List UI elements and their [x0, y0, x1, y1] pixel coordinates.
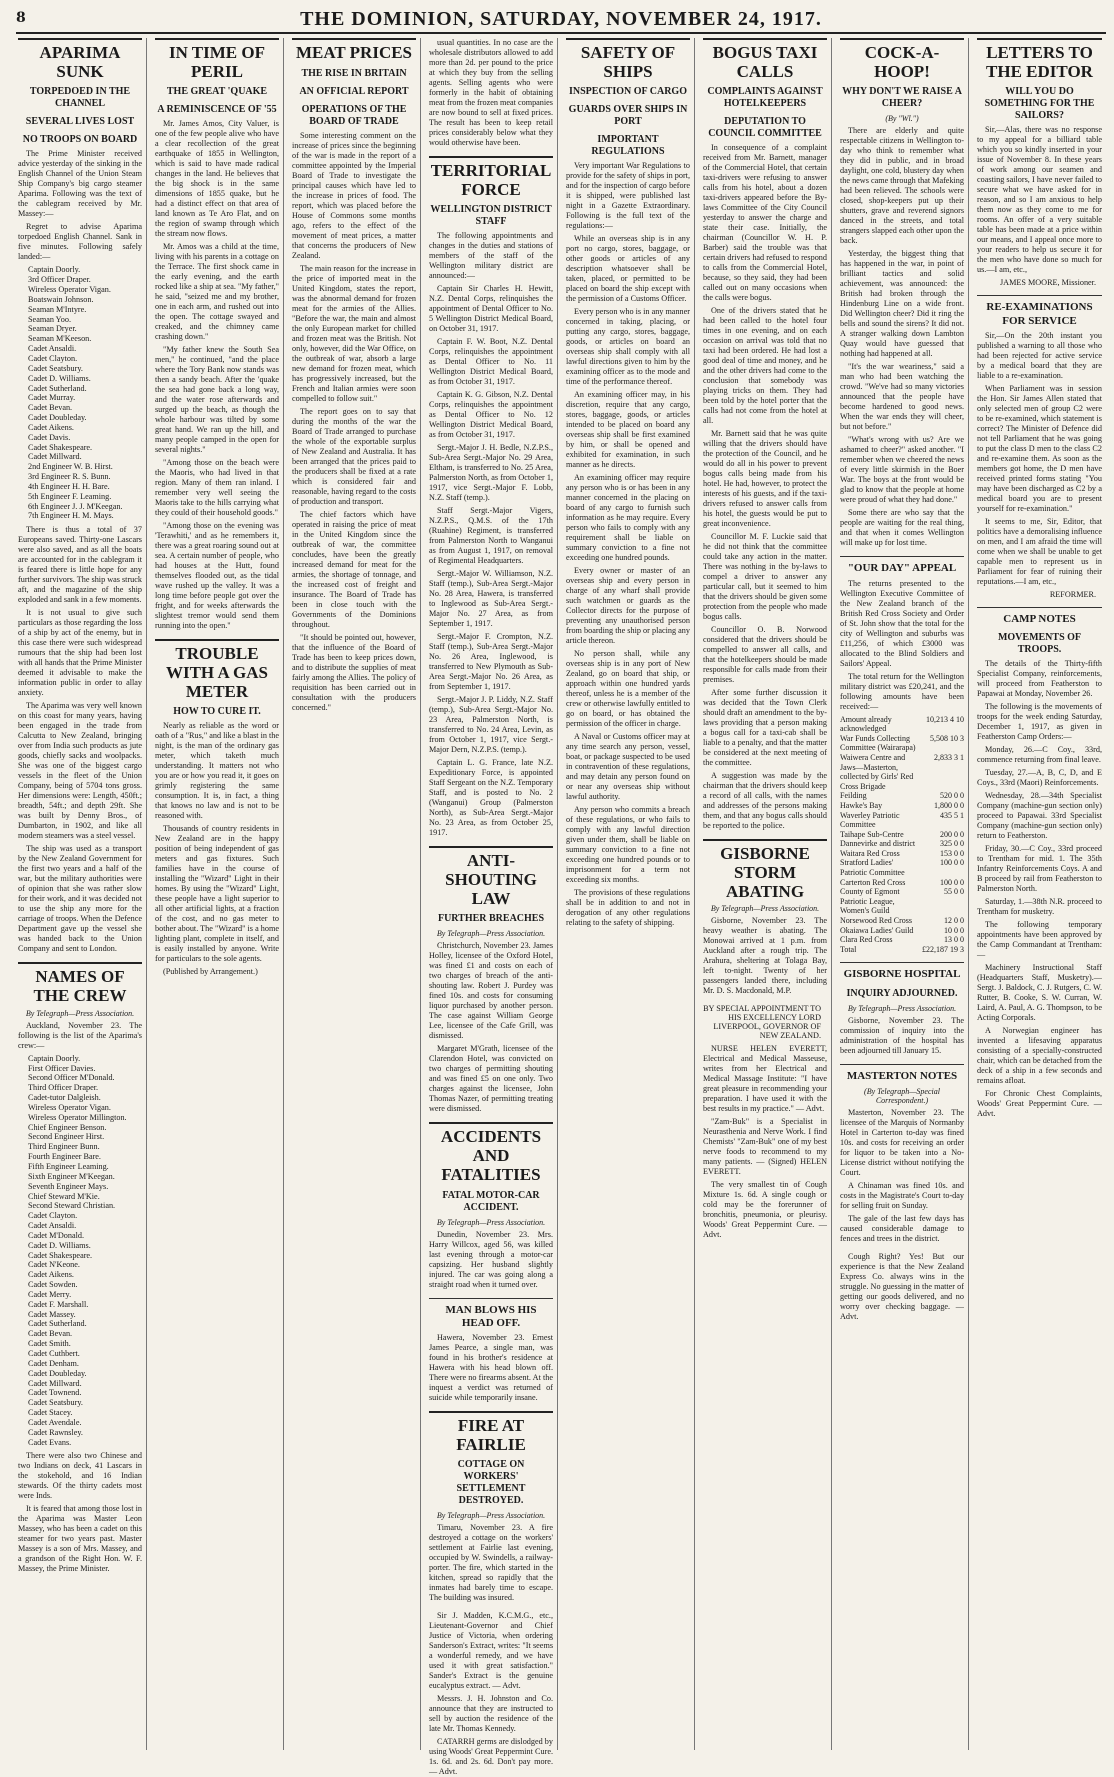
subheadline: TORPEDOED IN THE CHANNEL — [29, 86, 131, 110]
subheadline: RE-EXAMINATIONS FOR SERVICE — [977, 295, 1102, 330]
paragraph: Hawera, November 23. Ernest James Pearce, a single man, was found in his brother's residence at Hawera with his head blown off. There were no firearms absent. At the inquest a verdict was returned of suicide while temporarily insane. — [429, 1332, 553, 1402]
table-row — [840, 858, 964, 877]
table-row — [840, 878, 964, 888]
list-item: Cadet Clayton. — [28, 353, 78, 363]
paragraph: One of the drivers stated that he had been called to the hotel four times in one evening, and on each occasion on arrival was told that no taxi had been ordered. He had lost a good deal of time and money, and he and the other drivers had come to the conclusion that somebody was playing tricks on them. They had been told by the hotel porter that the calls had not come from the hotel at all. — [703, 306, 827, 426]
subheadline: FATAL MOTOR-CAR ACCIDENT. — [442, 1189, 540, 1213]
paragraph: Monday, 26.—C Coy., 33rd, commence returning from final leave. — [977, 744, 1102, 764]
paragraph: Nearly as reliable as the word or oath of a "Rus," and like a blast in the night, is the man of the ordinary gas meter, which taketh much understanding. It matters not who you are or how you read it, it goes on grimly registering the same consumption. It is, in fact, a thing that knows no law and is not to be reasoned with. — [155, 721, 280, 821]
list-item: Seventh Engineer Mays. — [28, 1181, 109, 1191]
paragraph: A Naval or Customs officer may at any time search any person, vessel, boat, or package suspected to be used in contravention of these regulations, and may detain any person found on or near any overseas ship without lawful authority. — [566, 732, 690, 802]
masthead-title: THE DOMINION, SATURDAY, NOVEMBER 24, 1917. — [300, 8, 822, 30]
list-item: Cadet Smith. — [28, 1339, 71, 1349]
paragraph: Mr. Amos was a child at the time, living with his parents in a cottage on the Terrace. The first shock came in the early evening, and the earth rocked like a ship at sea. "My father," he said, "seized me and my brother, one in each arm, and rushed out into the open. The cottage swayed and creaked, and the chimney came crashing down." — [155, 242, 279, 342]
table-cell-amount: 100 0 0 — [940, 858, 964, 868]
table-cell-source: War Funds Collecting Committee (Wairarapa) — [840, 733, 916, 753]
headline: SAFETY OF SHIPS — [566, 38, 690, 83]
list-item: Chief Steward M'Kie. — [28, 1191, 100, 1201]
table-row — [840, 753, 964, 791]
paragraph: Wednesday, 28.—34th Specialist Company (machine-gun section only) proceed to Papawai. 33rd Specialist Company (machine-gun section only) return to Featherston. — [977, 790, 1102, 840]
paragraph: The ship was used as a transport by the New Zealand Government for the first two years and a half of the war, but the military authorities were of opinion that she was rather slow for their work, and it was decided not to use the ship any more for the carriage of troops. When the Defence Department gave up the vessel she was handed back to the Union Company and sent to London. — [18, 844, 142, 954]
paragraph: Some there are who say that the people are waiting for the real thing, and that when it comes Wellington will make up for lost time. — [840, 508, 964, 548]
subheadline: HOW TO CURE IT. — [173, 706, 261, 718]
paragraph: No person shall, while any overseas ship is in any port of New Zealand, go on board that ship, or approach within one hundred yards thereof, unless he is a member of the crew or otherwise lawfully entitled to go on board, or has obtained the permission of the officer in charge. — [566, 649, 690, 729]
subheadline: GUARDS OVER SHIPS IN PORT — [568, 104, 688, 128]
list-item: Fifth Engineer Leaming. — [28, 1161, 109, 1171]
list-item: Cadet Seatsbury. — [28, 363, 83, 373]
paragraph: It seems to me, Sir, Editor, that politics have a demoralising influence on men, and I am afraid the time will come when we shall be unable to get capable men to represent us in Parliament for fear of ruining their reputations.—I am, etc., — [977, 516, 1102, 586]
paragraph: While an overseas ship is in any port no cargo, stores, baggage, or other goods or articles of any description whatsoever shall be taken, placed, or permitted to be placed on board the ship except with the permission of a Customs Officer. — [566, 234, 690, 304]
paragraph: Sergt.-Major J. P. Liddy, N.Z. Staff (temp.), Sub-Area Sergt.-Major No. 23 Area, Palmerston North, is transferred to No. 24 Area, Levin, as from October 1, 1917, vice Sergt.-Major Dern, N.Z.P.S. (temp.). — [429, 695, 553, 755]
list-item: Cadet N'Keone. — [28, 1260, 80, 1270]
column-2 — [153, 38, 284, 1750]
paragraph: Regret to advise Aparima torpedoed English Channel. Sank in five minutes. Following safely landed:— — [18, 222, 142, 262]
table-row — [840, 916, 964, 926]
article — [429, 38, 553, 148]
paragraph: Auckland, November 23. The following is the list of the Aparima's crew:— — [18, 1020, 142, 1050]
list-item: Boatswain Johnson. — [28, 294, 94, 304]
paragraph: It is feared that among those lost in the Aparima was Master Leon Massey, who has been a cadet on this steamer for two years past. Master Massey is a son of Mrs. Massey, and a grandson of the Right Hon. W. F. Massey, the Prime Minister. — [18, 1504, 142, 1574]
list-item: Cadet Ansaldi. — [28, 344, 77, 354]
paragraph: The Aparima was very well known on this coast for many years, having been engaged in the trade from Calcutta to New Zealand, bringing over from India such products as jute goods, chiefly sacks and woolpacks. She was one of the biggest cargo vessels in the fleet of the Union Company, being of 5704 tons gross. Her dimensions were: Length, 450ft.; breadth, 54ft.; and depth 29ft. She was built by Denny Bros., of Dumbarton, in 1902, and like all modern steamers was a steel vessel. — [18, 701, 142, 841]
paragraph: It is not usual to give such particulars as those regarding the loss of a ship by act of the enemy, but in this case there were such widespread rumours that the ship had been lost with all hands that the Prime Minister deemed it advisable to make the information public in order to allay anxiety. — [18, 608, 142, 698]
byline: By Telegraph—Press Association. — [436, 1511, 546, 1521]
list-item: Captain Doorly. — [28, 265, 81, 275]
byline: By Telegraph—Press Association. — [710, 904, 820, 914]
list-item: Cadet Aikens. — [28, 422, 74, 432]
table-cell-source: Waitara Red Cross — [840, 848, 900, 858]
name-list — [18, 265, 142, 521]
paragraph: CATARRH germs are dislodged by using Woods' Great Peppermint Cure. 1s. 6d. and 2s. 6d. Don't pay more. — Advt. — [429, 1737, 553, 1777]
paragraph: Masterton, November 23. The licensee of the Marquis of Normanby Hotel in Carterton to-day was fined 10s. and costs for receiving an order for liquor to be taken into a No-License district without notifying the Court. — [840, 1107, 964, 1177]
list-item: Wireless Operator Vigan. — [28, 1102, 111, 1112]
paragraph: After some further discussion it was decided that the Town Clerk should draft an amendment to the by-laws providing that a person making a bogus call for a taxi-cab shall be liable to a penalty, and that the matter be considered at the next meeting of the committee. — [703, 688, 827, 768]
article — [429, 1298, 553, 1403]
name-list — [18, 1054, 142, 1448]
subheadline: OPERATIONS OF THE BOARD OF TRADE — [301, 103, 407, 127]
list-item: Cadet Doubleday. — [28, 413, 87, 423]
paragraph: Sir,—On the 20th instant you published a warning to all those who had been rejected for active service by a medical board that they are liable to a re-examination. — [977, 330, 1102, 380]
headline: ACCIDENTS AND FATALITIES — [429, 1122, 553, 1186]
paragraph: The following is the movements of troops for the week ending Saturday, December 1, 1917, as given in Featherston Camp Orders:— — [977, 701, 1102, 741]
list-item: Cadet Shakespeare. — [28, 442, 93, 452]
byline: (By "Wl.") — [885, 114, 919, 124]
list-item: Cadet Clayton. — [28, 1211, 78, 1221]
table-cell-amount: 55 0 0 — [944, 887, 964, 897]
paragraph: Yesterday, the biggest thing that has happened in the war, in point of brilliant tactics and solid achievement, was announced: the British had broken through the Hindenburg Line on a wide front. Did Wellington cheer? Did it ring the bells and sound the sirens? It did not. A stranger walking down Lambton Quay would have guessed that nothing had happened at all. — [840, 249, 964, 359]
paragraph: "Among those on the evening was 'Terawhiti,' and as he remembers it, there was a great roaring sound out at sea. A certain number of people, who had houses at the Hutt, found themselves flooded out, as the tidal wave rushed up the valley. It was a long time before people got over the fright, and for weeks afterwards the slightest tremor would send them running into the open." — [155, 521, 279, 631]
column-1 — [16, 38, 147, 1750]
list-item: Cadet Avendale. — [28, 1417, 82, 1427]
column-5 — [564, 38, 695, 1750]
article — [429, 1611, 553, 1777]
paragraph: There is thus a total of 37 Europeans saved. Thirty-one Lascars were also saved, and as all the boats are accounted for in the cablegram it is feared there is little hope for any further survivors. The ship was struck aft, and the magazine of the ship exploded and sank in a few moments. — [18, 525, 143, 605]
paragraph: Every person who is in any manner concerned in taking, placing, or putting any cargo, stores, baggage, goods, or articles on board an overseas ship shall comply with all lawful directions given to him by the examining officer as to the mode and time of the performance thereof. — [566, 307, 690, 387]
table-cell-amount: 435 5 1 — [940, 810, 964, 820]
headline: APARIMA SUNK — [18, 38, 142, 83]
article — [977, 38, 1102, 287]
list-item: Second Officer M'Donald. — [28, 1073, 115, 1083]
paragraph: Tuesday, 27.—A, B, C, D, and E Coys., 33rd (Maori) Reinforcements. — [977, 767, 1102, 787]
subheadline: COTTAGE ON WORKERS' SETTLEMENT DESTROYED. — [456, 1459, 526, 1507]
table-cell-amount: £22,187 19 3 — [922, 944, 964, 954]
table-cell-amount: 1,800 0 0 — [934, 800, 964, 810]
list-item: Cadet Evans. — [28, 1437, 72, 1447]
paragraph: Messrs. J. H. Johnston and Co. announce that they are instructed to sell by auction the residence of the late Mr. Thomas Kennedy. — [429, 1694, 553, 1734]
paragraph: Sergt.-Major F. Crompton, N.Z. Staff (temp.), Sub-Area Sergt.-Major No. 26 Area, Inglewood, is transferred to New Plymouth as Sub-Area Sergt.-Major No. 26 Area, as from September 1, 1917. — [429, 632, 553, 692]
paragraph: (Published by Arrangement.) — [163, 967, 258, 977]
list-item: Cadet Murray. — [28, 393, 76, 403]
table-cell-amount: 12 0 0 — [944, 916, 964, 926]
table-cell-source: Clara Red Cross — [840, 935, 893, 945]
article — [429, 846, 553, 1114]
article — [155, 38, 279, 631]
list-item: 7th Engineer H. M. Mays. — [28, 511, 114, 521]
list-item: Cadet Seatsbury. — [28, 1398, 83, 1408]
paragraph: Sir J. Madden, K.C.M.G., etc., Lieutenant-Governor and Chief Justice of Victoria, when ordering Sanderson's Extract, writes: "It seems a wonderful remedy, and we have used it with great satisfaction." Sander's Extract is the genuine eucalyptus extract. — Advt. — [429, 1611, 553, 1691]
table-cell-source: Stratford Ladies' Patriotic Committee — [840, 858, 905, 878]
headline: COCK-A-HOOP! — [840, 38, 964, 83]
list-item: 5th Engineer F. Leaming. — [28, 491, 112, 501]
byline: (By Telegraph—Special Correspondent.) — [864, 1086, 940, 1105]
article — [977, 607, 1102, 1119]
list-item: 6th Engineer J. J. M'Keegan. — [28, 501, 123, 511]
headline: NAMES OF THE CREW — [18, 962, 142, 1007]
table-row — [840, 734, 964, 753]
paragraph: The main reason for the increase in the price of imported meat in the United Kingdom, states the report, was the abnormal demand for frozen meat for the armies of the Allies. "Before the war, the main and almost the only European market for chilled and frozen meat was the British. Not only, however, did the War Office, on the outbreak of war, absorb a large new demand for frozen meat, which has progressively increased, but the French and Italian armies were soon compelled to follow suit." — [292, 263, 416, 403]
table-row — [840, 715, 964, 734]
paragraph: "Zam-Buk" is a Specialist in Neurasthenia and Nerve Work. I find Chemists' "Zam-Buk" one of my best nerve foods to recommend to my many patients. — (Signed) HELEN EVERETT. — [703, 1117, 827, 1177]
paragraph: "It should be pointed out, however, that the influence of the Board of Trade has been to keep prices down, and to distribute the supplies of meat fairly among the Allies. The policy of requisition has been carried out in consultation with the producers concerned." — [292, 632, 416, 712]
subheadline: "OUR DAY" APPEAL — [840, 556, 964, 578]
table-cell-source: Norsewood Red Cross — [840, 916, 912, 926]
table-cell-amount: 13 0 0 — [944, 935, 964, 945]
article — [703, 1004, 827, 1240]
column-4 — [427, 38, 558, 1777]
article — [840, 1064, 964, 1244]
paragraph: A Chinaman was fined 10s. and costs in the Magistrate's Court to-day for selling fruit on Sunday. — [840, 1180, 964, 1210]
paragraph: Councillor M. F. Luckie said that he did not think that the committee could take any action in the matter. There was nothing in the by-laws to compel a driver to answer any particular call, but it seemed to him that the drivers should be given some protection from the people who made bogus calls. — [703, 532, 827, 622]
article — [977, 295, 1102, 598]
list-item: Cadet Stacey. — [28, 1408, 73, 1418]
list-item: First Officer Davies. — [28, 1063, 96, 1073]
table-cell-amount: 10 0 0 — [944, 925, 964, 935]
table-cell-amount: 10,213 4 10 — [926, 714, 964, 724]
headline: TERRITORIAL FORCE — [429, 156, 553, 201]
paragraph: The total return for the Wellington military district was £20,241, and the following amounts have been received:— — [840, 671, 964, 711]
headline: BOGUS TAXI CALLS — [703, 38, 827, 83]
list-item: Cadet Massey. — [28, 1309, 76, 1319]
subheadline: INSPECTION OF CARGO — [569, 86, 687, 98]
list-item: Third Officer Draper. — [28, 1083, 99, 1093]
subheadline: A REMINISCENCE OF '55 — [157, 104, 277, 116]
paragraph: Captain Sir Charles H. Hewitt, N.Z. Dental Corps, relinquishes the appointment of Dental Officer to No. 5 Wellington District Medical Board, on October 31, 1917. — [429, 284, 553, 334]
paragraph: The report goes on to say that during the months of the war the Board of Trade arranged to purchase the whole of the exportable surplus of New Zealand and Australia. It has been arranged that the prices paid to the producers shall be fixed at a rate which is considered fair and reasonable, having regard to the costs of production and transport. — [292, 406, 416, 506]
list-item: Cadet Sutherland. — [28, 383, 87, 393]
table-cell-amount: 153 0 0 — [940, 848, 964, 858]
column-grid — [16, 38, 1106, 1777]
table-cell-amount: 100 0 0 — [940, 877, 964, 887]
table-row — [840, 849, 964, 859]
subheadline: WELLINGTON DISTRICT STAFF — [430, 204, 552, 228]
paragraph: usual quantities. In no case are the wholesale distributors allowed to add more than 2d. per pound to the price at which they buy from the selling agents. Selling agents who were formerly in the habit of obtaining meat from the frozen meat companies are now bound to sell at fixed prices. The result has been to keep retail prices considerably below what they would otherwise have been. — [429, 38, 553, 147]
paragraph: NURSE HELEN EVERETT, Electrical and Medical Masseuse, writes from her Electrical and Medical Massage Institute: "I have great pleasure in recommending your preparation. I have used it with the best results in my practice." — Advt. — [703, 1044, 827, 1114]
subheadline: CAMP NOTES — [977, 607, 1102, 629]
list-item: Cadet Townend. — [28, 1388, 82, 1398]
table-cell-amount: 325 0 0 — [940, 839, 964, 849]
signature: BY SPECIAL APPOINTMENT TO HIS EXCELLENCY LORD LIVERPOOL, GOVERNOR OF NEW ZEALAND. — [703, 1004, 821, 1041]
article — [703, 839, 827, 996]
headline: IN TIME OF PERIL — [155, 38, 279, 83]
list-item: Cadet Shakespeare. — [28, 1250, 93, 1260]
table-cell-source: Total — [840, 944, 857, 954]
list-item: Cadet Cuthbert. — [28, 1349, 80, 1358]
list-item: 2nd Engineer W. B. Hirst. — [28, 462, 113, 472]
paragraph: A Norwegian engineer has invented a lifesaving apparatus consisting of a specially-constructed chair, which can be detached from the deck of a ship in a few seconds and remains afloat. — [977, 1025, 1102, 1085]
paragraph: Captain K. G. Gibson, N.Z. Dental Corps, relinquishes the appointment as Dental Officer to No. 12 Wellington District Medical Board, as from October 31, 1917. — [429, 390, 553, 440]
paragraph: Any person who commits a breach of these regulations, or who fails to comply with any lawful direction given under them, shall be liable on summary conviction to a fine not exceeding one hundred pounds or to imprisonment for a term not exceeding six months. — [566, 805, 690, 885]
list-item: Cadet Doubleday. — [28, 1368, 87, 1378]
subheadline: WILL YOU DO SOMETHING FOR THE SAILORS? — [984, 86, 1095, 122]
paragraph: Saturday, 1.—38th N.R. proceed to Trentham for musketry. — [977, 896, 1102, 916]
subheadline: INQUIRY ADJOURNED. — [846, 987, 958, 999]
paragraph: "It's the war weariness," said a man who had been watching the crowd. "We've had so many victories announced that the people have become hardened to good news. When the war ends they will cheer, but not before." — [840, 362, 964, 432]
table-cell-amount: 200 0 0 — [940, 829, 964, 839]
paragraph: In consequence of a complaint received from Mr. Barnett, manager of the Commercial Hotel, that certain taxi-drivers were refusing to answer calls from his hotel, about a dozen taxi-drivers appeared before the By-laws Committee of the City Council yesterday to answer the charge and state their case. Initially, the chairman (Councillor W. H. P. Barber) said the trouble was that certain drivers had refused to respond to calls from the Commercial Hotel, because, so they said, they had been called out on many occasions when the calls were bogus. — [703, 143, 827, 303]
table-cell-source: Hawke's Bay — [840, 800, 883, 810]
list-item: Chief Engineer Benson. — [28, 1122, 107, 1132]
subheadline: FURTHER BREACHES — [437, 913, 545, 925]
table-row — [840, 887, 964, 916]
byline: By Telegraph—Press Association. — [436, 1217, 546, 1227]
paragraph: The returns presented to the Wellington Executive Committee of the New Zealand branch of the British Red Cross Society and Order of St. John show that the total for the city of Wellington and suburbs was £11,256, of which £3000 was allocated to the Blind Soldiers and Sailors' Appeal. — [840, 578, 964, 668]
list-item: 3rd Officer Draper. — [28, 275, 91, 285]
article — [840, 38, 964, 548]
table-cell-source: Carterton Red Cross — [840, 877, 906, 887]
paragraph: Cough Right? Yes! But our experience is that the New Zealand Express Co. always wins in the struggle. No guessing in the matter of getting our goods delivered, and no worry over checking baggage. — Advt. — [840, 1251, 964, 1321]
subheadline: IMPORTANT REGULATIONS — [591, 134, 665, 158]
paragraph: The following temporary appointments have been approved by the Camp Commandant at Trentham:— — [977, 919, 1102, 959]
table-cell-source: Feilding — [840, 791, 867, 801]
table-cell-source: Waiwera Centre and Jaws—Masterton, collected by Girls' Red Cross Brigade — [840, 752, 914, 791]
list-item: Cadet M'Donald. — [28, 1230, 85, 1240]
list-item: Cadet Sutherland. — [28, 1319, 87, 1329]
signature: REFORMER. — [1049, 589, 1096, 599]
article — [429, 1411, 553, 1603]
list-item: Cadet D. Williams. — [28, 373, 91, 383]
list-item: Cadet D. Williams. — [28, 1240, 91, 1250]
subheadline: WHY DON'T WE RAISE A CHEER? — [842, 86, 962, 110]
article — [155, 639, 279, 977]
paragraph: Very important War Regulations to provide for the safety of ships in port, and for the inspection of cargo before it is shipped, were published last night in a Gazette Extraordinary. Following is the full text of the regulations:— — [566, 161, 690, 231]
subheadline: MASTERTON NOTES — [840, 1064, 964, 1086]
paragraph: There are elderly and quite respectable citizens in Wellington to-day who think to remember what they did in public, and in broad daylight, one cold, blustery day when the news came through that Mafeking had been relieved. The schools were closed, shop-keepers put up their shutters, grave and reverend signors danced in the streets, and total strangers slapped each other upon the back. — [840, 126, 964, 246]
paragraph: Mr. James Amos, City Valuer, is one of the few people alive who have a clear recollection of the great earthquake of 1855 in Wellington, which is said to have made radical changes in the land. He believes that the big shock is in the same dimensions of 1855 quake, but he had a distinct effect on that area of land known as Te Aro Flat, and on the region of swamp through which the stream now flows. — [155, 119, 279, 239]
byline: By Telegraph—Press Association. — [436, 929, 546, 939]
subheadline: GISBORNE HOSPITAL — [840, 962, 964, 984]
paragraph: Sir,—Alas, there was no response to my appeal for a billiard table which you so kindly inserted in your issue of November 8. In these years of work among our seamen and coasting sailors, I have never failed to secure what we have asked for in reason, and so I am anxious to help them now as they come to me for rooms. An offer of a very suitable table has been made at a price within our means, and I appeal once more to your readers to help us secure it for the men who have done so much for us.—I am, etc., — [977, 125, 1102, 275]
table-cell-amount: 2,833 3 1 — [934, 752, 964, 762]
article — [703, 38, 827, 831]
table-cell-source: Amount already acknowledged — [840, 714, 892, 734]
list-item: Cadet-tutor Dalgleish. — [28, 1093, 101, 1103]
headline: FIRE AT FAIRLIE — [429, 1411, 553, 1456]
headline: GISBORNE STORM ABATING — [703, 839, 827, 903]
paragraph: Captain L. G. France, late N.Z. Expeditionary Force, is appointed Staff Sergeant on the N.Z. Temporary Staff, and is posted to No. 2 (Wanganui) Group (Palmerston North), as Sub-Area Sergt.-Major No. 23 Area, as from October 25, 1917. — [429, 758, 553, 838]
page-number: 8 — [16, 10, 26, 26]
subheadline: THE GREAT 'QUAKE — [166, 86, 268, 98]
subheadline: AN OFFICIAL REPORT — [299, 85, 409, 97]
table-row — [840, 945, 964, 955]
list-item: Cadet Ansaldi. — [28, 1221, 77, 1231]
paragraph: Machinery Instructional Staff (Headquarters Staff, Musketry).—Sergt. J. Baldock, C. J. Rutgers, C. W. Rutter, B. Cooke, S. W. Curran, W. Laird, A. Paul, A. G. Thompson, to be Acting Corporals. — [977, 962, 1102, 1022]
table-cell-source: County of Egmont Patriotic League, Women's Guild — [840, 887, 900, 916]
list-item: Cadet Bevan. — [28, 403, 73, 413]
article — [840, 962, 964, 1055]
paragraph: Margaret M'Grath, licensee of the Clarendon Hotel, was convicted on two charges of permitting shouting and was fined £5 on one only. Two charges against the licensee, John Thomas Nazer, of permitting treating were dismissed. — [429, 1044, 553, 1114]
list-item: Cadet Aikens. — [28, 1270, 74, 1280]
article — [18, 38, 142, 954]
paragraph: Thousands of country residents in New Zealand are in the happy position of being independent of gas meters and gas fixtures. Such families have in the course of installing the "Wizard" Light in their homes. By using the "Wizard" Light, these people have a light superior to all other artificial lights, at a fraction of the cost, and no gas meter to bother about. The "Wizard" is a home lighting plant, complete in itself, and is easily installed by anyone. Write for particulars to the sole agents. — [155, 824, 279, 964]
list-item: 4th Engineer H. H. Bare. — [28, 481, 110, 491]
column-7 — [838, 38, 969, 1750]
signature: JAMES MOORE, Missioner. — [1000, 278, 1096, 288]
paragraph: Some interesting comment on the increase of prices since the beginning of the war is made in the report of a committee appointed by the Imperial Board of Trade to investigate the principal causes which have led to the increase in prices of food. The report, which was placed before the House of Commons some months ago, refers to the effect of the movement of meat prices, a matter that concerns the producers of New Zealand. — [292, 130, 416, 260]
paragraph: Every owner or master of an overseas ship and every person in charge of any wharf shall provide such watchmen or guards as the Collector directs for the purpose of preventing any unauthorised person from boarding the ship or placing any article thereon. — [566, 566, 690, 646]
subheadline: THE RISE IN BRITAIN — [301, 67, 407, 79]
paragraph: There were also two Chinese and two Indians on deck, 41 Lascars in the stokehold, and 16 Indian stewards. Of the thirty cadets most were Inds. — [18, 1451, 142, 1501]
headline: ANTI-SHOUTING LAW — [429, 846, 553, 910]
paragraph: Sergt.-Major J. H. Bedle, N.Z.P.S., Sub-Area Sergt.-Major No. 29 Area, Eltham, is transferred to No. 25 Area, Palmerston North, as from October 1, 1917, vice Sergt.-Major F. Lobb, N.Z. Staff (temp.). — [429, 443, 553, 503]
paragraph: The provisions of these regulations shall be in addition to and not in derogation of any other regulations relating to the safety of shipping. — [566, 888, 690, 928]
paragraph: The very smallest tin of Cough Mixture 1s. 6d. A single cough or cold may be the forerunner of bronchitis, pneumonia, or pleurisy. Woods' Great Peppermint Cure. — Advt. — [703, 1180, 827, 1240]
list-item: Cadet Millward. — [28, 452, 82, 462]
list-item: Cadet Millward. — [28, 1378, 82, 1388]
table-cell-source: Waverley Patriotic Committee — [840, 810, 900, 830]
subheadline: MAN BLOWS HIS HEAD OFF. — [429, 1298, 553, 1333]
contributions-table — [840, 715, 964, 955]
subheadline: DEPUTATION TO COUNCIL COMMITTEE — [708, 116, 822, 140]
paragraph: The chief factors which have operated in raising the price of meat in the United Kingdom since the outbreak of war, the committee concludes, have been the greatly increased demand for meat for the armies, the shortage of tonnage, and the increased cost of freight and insurance. The Board of Trade has been in close touch with the Governments of the Dominions throughout. — [292, 509, 416, 629]
paragraph: "Among those on the beach were the Maoris, who had lived in that region. Many of them ran inland. I remember very well seeing the Maoris take to the hills carrying what they could of their household goods." — [155, 458, 279, 518]
list-item: Cadet Davis. — [28, 432, 71, 442]
list-item: Cadet F. Marshall. — [28, 1299, 89, 1309]
article — [429, 156, 553, 838]
list-item: Captain Doorly. — [28, 1053, 81, 1063]
column-6 — [701, 38, 832, 1750]
subheadline: MOVEMENTS OF TROOPS. — [997, 631, 1082, 655]
table-row — [840, 791, 964, 801]
headline: TROUBLE WITH A GAS METER — [155, 639, 279, 703]
article — [840, 556, 964, 954]
paragraph: Staff Sergt.-Major Vigers, N.Z.P.S., Q.M.S. of the 17th (Ruahine) Regiment, is transferred from Palmerston North to Wanganui as from August 1, 1917, on removal of Regimental Headquarters. — [429, 506, 553, 566]
list-item: Second Steward Christian. — [28, 1201, 116, 1211]
list-item: Seaman M'Keeson. — [28, 334, 92, 344]
list-item: Wireless Operator Vigan. — [28, 285, 111, 295]
subheadline: NO TROOPS ON BOARD — [22, 134, 138, 146]
table-cell-amount: 520 0 0 — [940, 791, 964, 801]
table-cell-source: Taihape Sub-Centre — [840, 829, 904, 839]
list-item: Seaman M'Intyre. — [28, 304, 87, 314]
paragraph: For Chronic Chest Complaints, Woods' Great Peppermint Cure. — Advt. — [977, 1088, 1102, 1118]
list-item: Sixth Engineer M'Keegan. — [28, 1171, 115, 1181]
paragraph: Gisborne, November 23. The heavy weather is abating. The Monowai arrived at 1 p.m. from Auckland after a rough trip. The Arahura, sheltering at Tolaga Bay, left to-night. Twenty of her passengers landed there, including Mr. D. S. Macdonald, M.P. — [703, 916, 827, 996]
column-3 — [290, 38, 421, 1750]
paragraph: The gale of the last few days has caused considerable damage to fences and trees in the district. — [840, 1213, 964, 1243]
article — [18, 962, 142, 1574]
list-item: Cadet Merry. — [28, 1289, 72, 1299]
list-item: Cadet Sowden. — [28, 1280, 78, 1290]
byline: By Telegraph—Press Association. — [847, 1003, 957, 1013]
article — [840, 1252, 964, 1322]
paragraph: "My father knew the South Sea men," he continued, "and the place where the Tory Bank now stands was then a sandy beach. After the 'quake the sea had gone back a long way, and the water rose afterwards and surged up the beach, as though the whole harbour was tilted by some great hand. We ran up the hill, and many people camped in the open for several nights." — [155, 345, 279, 455]
table-cell-amount: 5,508 10 3 — [930, 733, 964, 743]
paragraph: Christchurch, November 23. James Holley, licensee of the Oxford Hotel, was fined £1 and costs on each of two charges of breach of the anti-shouting law. Robert J. Purdey was fined 10s. and costs for consuming liquor purchased by another person. The case against William George Lee, licensee of the Cafe Grill, was dismissed. — [429, 941, 553, 1041]
byline: By Telegraph—Press Association. — [25, 1008, 135, 1018]
paragraph: When Parliament was in session the Hon. Sir James Allen stated that only selected men of group C2 were to be re-examined, which statement is correct? The Minister of Defence did not tell Parliament that he was going to put the class D men to the class C2 and re-examine them. As soon as the members got home, the D men have received printed forms stating "You may have been discharged as C2 by a medical board you are to present yourself for re-examination." — [977, 383, 1102, 513]
table-cell-source: Okaiawa Ladies' Guild — [840, 925, 914, 935]
headline: MEAT PRICES — [292, 38, 416, 65]
paragraph: The details of the Thirty-fifth Specialist Company, reinforcements, will proceed from Featherston to Papawai at Monday, November 26. — [977, 658, 1102, 698]
paragraph: A suggestion was made by the chairman that the drivers should keep a record of all calls, with the names and addresses of the persons making them, and that any bogus calls should be reported to the police. — [703, 771, 827, 831]
article — [429, 1122, 553, 1289]
column-8 — [975, 38, 1106, 1750]
paragraph: Gisborne, November 23. The commission of inquiry into the administration of the hospital has been adjourned till January 15. — [840, 1015, 964, 1055]
article — [292, 38, 416, 713]
paragraph: The Prime Minister received advice yesterday of the sinking in the English Channel of the Union Steam Ship Company's big cargo steamer Aparima. Following was the text of the cablegram received by Mr. Massey:— — [18, 149, 142, 219]
table-row — [840, 811, 964, 830]
list-item: Second Engineer Hirst. — [28, 1132, 105, 1142]
list-item: Third Engineer Bunn. — [28, 1142, 100, 1152]
list-item: 3rd Engineer R. S. Bunn. — [28, 472, 111, 482]
table-row — [840, 830, 964, 840]
masthead — [16, 8, 1106, 34]
paragraph: Friday, 30.—C Coy., 33rd proceed to Trentham for mid. 1. The 35th Infantry Reinforcements Coys. A and B proceed by rail from Featherston to Palmerston North. — [977, 843, 1102, 893]
paragraph: Sergt.-Major W. Williamson, N.Z. Staff (temp.), Sub-Area Sergt.-Major No. 28 Area, Hawera, is transferred to Inglewood as Sub-Area Sergt.-Major No. 27 Area, as from September 1, 1917. — [429, 569, 553, 629]
table-row — [840, 839, 964, 849]
table-cell-source: Dannevirke and district — [840, 839, 916, 849]
table-row — [840, 926, 964, 936]
paragraph: "What's wrong with us? Are we ashamed to cheer?" asked another. "I remember when we cheered the news of every little skirmish in the Boer War. The boys at the front would be glad to know that the people at home were proud of what they had done." — [840, 435, 964, 505]
paragraph: Timaru, November 23. A fire destroyed a cottage on the workers' settlement at Fairlie last evening, occupied by W. Swindells, a railway-porter. The fire, which started in the kitchen, spread so rapidly that the inmates had barely time to escape. The building was insured. — [429, 1523, 553, 1603]
article — [566, 38, 690, 928]
paragraph: Mr. Barnett said that he was quite willing that the drivers should have the protection of the Council, and he would do all in his power to prevent bogus calls being made from his hotel. He had, however, to protect the interests of his guests, and if the taxi-drivers refused to answer calls from his hotel, the guests would be put to great inconvenience. — [703, 429, 827, 529]
table-row — [840, 801, 964, 811]
list-item: Cadet Rawnsley. — [28, 1427, 83, 1437]
paragraph: The following appointments and changes in the duties and stations of members of the staff of the Wellington military district are announced:— — [429, 231, 553, 281]
list-item: Wireless Operator Millington. — [28, 1112, 127, 1122]
paragraph: Councillor O. B. Norwood considered that the drivers should be compelled to answer all calls, and that the hotelkeepers should be made responsible for calls made from their premises. — [703, 625, 827, 685]
paragraph: Captain F. W. Boot, N.Z. Dental Corps, relinquishes the appointment as Dental Officer to No. 11 Wellington District Medical Board, as from October 31, 1917. — [429, 337, 553, 387]
paragraph: An examining officer may require any person who is or has been in any manner concerned in the placing on board of any cargo to furnish such information as he may require. Every person who fails to comply with any requirement shall be liable on summary conviction to a fine not exceeding one hundred pounds. — [566, 473, 690, 563]
subheadline: COMPLAINTS AGAINST HOTELKEEPERS — [707, 86, 823, 110]
table-row — [840, 935, 964, 945]
list-item: Cadet Denham. — [28, 1358, 79, 1368]
list-item: Seaman Yoo. — [28, 314, 71, 324]
list-item: Cadet Bevan. — [28, 1329, 73, 1339]
subheadline: SEVERAL LIVES LOST — [25, 116, 135, 128]
list-item: Fourth Engineer Bare. — [28, 1152, 101, 1162]
paragraph: An examining officer may, in his discretion, require that any cargo, stores, baggage, goods, or articles intended to be placed on board any overseas ship shall be first examined by him, or shall be opened and exhibited for examination, in such manner as he directs. — [566, 390, 690, 470]
list-item: Seaman Dryer. — [28, 324, 77, 334]
paragraph: Dunedin, November 23. Mrs. Harry Willcox, aged 56, was killed last evening through a motor-car capsizing. Her husband slightly injured. The car was going along a straight road when it turned over. — [429, 1229, 553, 1289]
headline: LETTERS TO THE EDITOR — [977, 38, 1102, 83]
